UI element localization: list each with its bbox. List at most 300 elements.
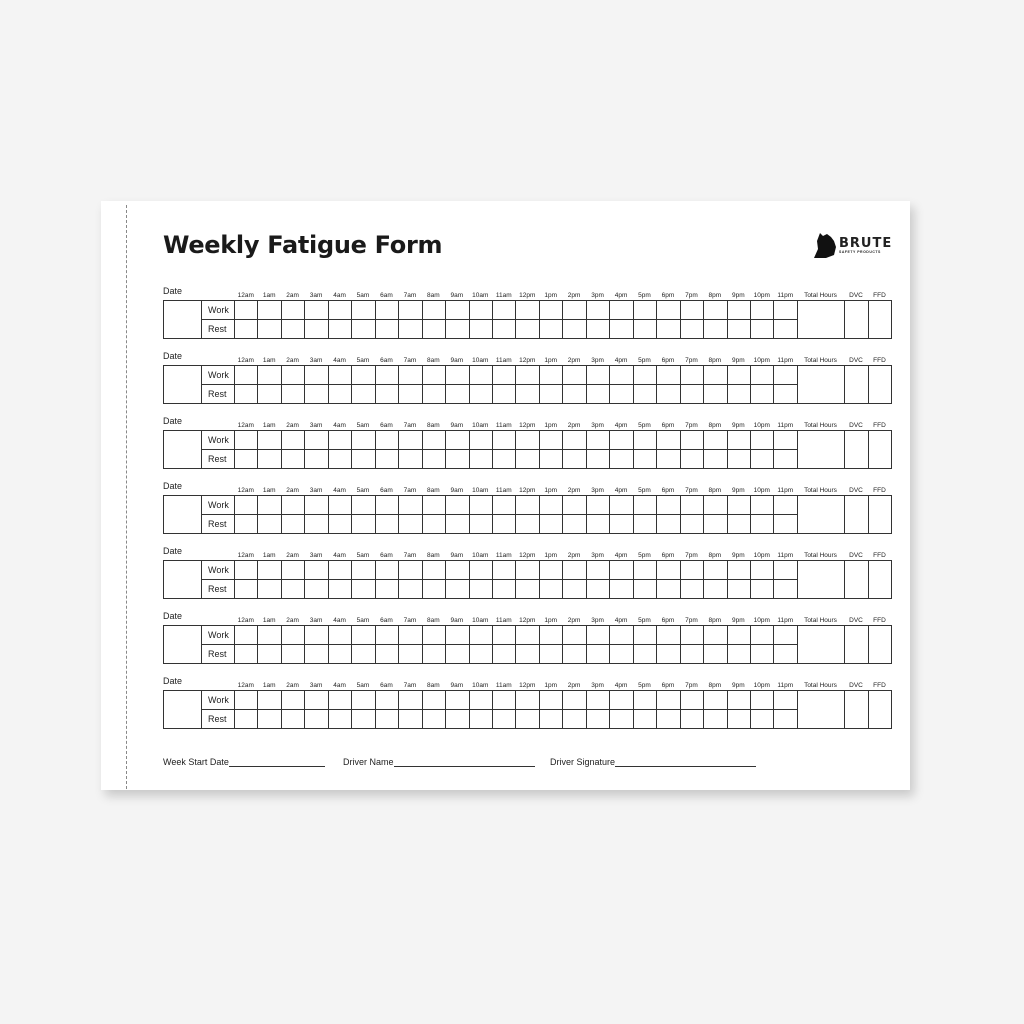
hour-cell[interactable] — [657, 320, 680, 339]
dvc-cell[interactable] — [844, 561, 868, 599]
hour-cell[interactable] — [281, 645, 304, 664]
hour-cell[interactable] — [774, 645, 797, 664]
hour-cell[interactable] — [399, 320, 422, 339]
hour-cell[interactable] — [657, 450, 680, 469]
hour-cell[interactable] — [492, 561, 515, 580]
total-hours-cell[interactable] — [797, 366, 844, 404]
hour-cell[interactable] — [539, 301, 562, 320]
hour-cell[interactable] — [704, 691, 727, 710]
hour-cell[interactable] — [422, 580, 445, 599]
hour-cell[interactable] — [610, 496, 633, 515]
hour-cell[interactable] — [774, 580, 797, 599]
hour-cell[interactable] — [305, 710, 328, 729]
hour-cell[interactable] — [469, 320, 492, 339]
hour-cell[interactable] — [399, 301, 422, 320]
hour-cell[interactable] — [680, 691, 703, 710]
hour-cell[interactable] — [704, 431, 727, 450]
hour-cell[interactable] — [539, 710, 562, 729]
hour-cell[interactable] — [750, 301, 773, 320]
hour-cell[interactable] — [328, 366, 351, 385]
hour-cell[interactable] — [680, 710, 703, 729]
hour-cell[interactable] — [305, 366, 328, 385]
hour-cell[interactable] — [446, 320, 469, 339]
hour-cell[interactable] — [610, 366, 633, 385]
hour-cell[interactable] — [446, 691, 469, 710]
hour-cell[interactable] — [516, 366, 539, 385]
hour-cell[interactable] — [610, 515, 633, 534]
hour-cell[interactable] — [469, 710, 492, 729]
hour-cell[interactable] — [516, 561, 539, 580]
hour-cell[interactable] — [305, 561, 328, 580]
hour-cell[interactable] — [586, 431, 609, 450]
hour-cell[interactable] — [422, 561, 445, 580]
hour-cell[interactable] — [586, 710, 609, 729]
hour-cell[interactable] — [328, 561, 351, 580]
hour-cell[interactable] — [563, 645, 586, 664]
hour-cell[interactable] — [539, 320, 562, 339]
hour-cell[interactable] — [235, 366, 258, 385]
hour-cell[interactable] — [281, 580, 304, 599]
hour-cell[interactable] — [469, 626, 492, 645]
hour-cell[interactable] — [235, 710, 258, 729]
hour-cell[interactable] — [680, 385, 703, 404]
hour-cell[interactable] — [657, 431, 680, 450]
hour-cell[interactable] — [469, 385, 492, 404]
hour-cell[interactable] — [516, 515, 539, 534]
dvc-cell[interactable] — [844, 626, 868, 664]
hour-cell[interactable] — [563, 431, 586, 450]
hour-cell[interactable] — [281, 431, 304, 450]
hour-cell[interactable] — [375, 645, 398, 664]
hour-cell[interactable] — [375, 450, 398, 469]
hour-cell[interactable] — [281, 320, 304, 339]
hour-cell[interactable] — [516, 301, 539, 320]
hour-cell[interactable] — [586, 366, 609, 385]
hour-cell[interactable] — [750, 385, 773, 404]
hour-cell[interactable] — [774, 710, 797, 729]
hour-cell[interactable] — [469, 580, 492, 599]
hour-cell[interactable] — [610, 626, 633, 645]
ffd-cell[interactable] — [868, 496, 891, 534]
ffd-cell[interactable] — [868, 431, 891, 469]
hour-cell[interactable] — [516, 691, 539, 710]
hour-cell[interactable] — [399, 431, 422, 450]
hour-cell[interactable] — [633, 385, 656, 404]
hour-cell[interactable] — [469, 301, 492, 320]
hour-cell[interactable] — [352, 450, 375, 469]
hour-cell[interactable] — [633, 431, 656, 450]
hour-cell[interactable] — [328, 691, 351, 710]
hour-cell[interactable] — [539, 431, 562, 450]
hour-cell[interactable] — [258, 580, 281, 599]
hour-cell[interactable] — [446, 561, 469, 580]
hour-cell[interactable] — [469, 561, 492, 580]
hour-cell[interactable] — [750, 580, 773, 599]
hour-cell[interactable] — [539, 645, 562, 664]
hour-cell[interactable] — [727, 691, 750, 710]
hour-cell[interactable] — [258, 691, 281, 710]
hour-cell[interactable] — [258, 320, 281, 339]
hour-cell[interactable] — [563, 301, 586, 320]
hour-cell[interactable] — [750, 496, 773, 515]
hour-cell[interactable] — [281, 496, 304, 515]
dvc-cell[interactable] — [844, 366, 868, 404]
hour-cell[interactable] — [516, 496, 539, 515]
hour-cell[interactable] — [305, 691, 328, 710]
hour-cell[interactable] — [281, 366, 304, 385]
hour-cell[interactable] — [516, 626, 539, 645]
hour-cell[interactable] — [328, 320, 351, 339]
hour-cell[interactable] — [539, 496, 562, 515]
hour-cell[interactable] — [352, 691, 375, 710]
hour-cell[interactable] — [633, 691, 656, 710]
hour-cell[interactable] — [633, 626, 656, 645]
hour-cell[interactable] — [328, 496, 351, 515]
hour-cell[interactable] — [563, 496, 586, 515]
hour-cell[interactable] — [657, 626, 680, 645]
hour-cell[interactable] — [704, 561, 727, 580]
hour-cell[interactable] — [774, 320, 797, 339]
hour-cell[interactable] — [680, 561, 703, 580]
hour-cell[interactable] — [492, 580, 515, 599]
hour-cell[interactable] — [446, 645, 469, 664]
hour-cell[interactable] — [469, 431, 492, 450]
hour-cell[interactable] — [305, 385, 328, 404]
hour-cell[interactable] — [235, 431, 258, 450]
hour-cell[interactable] — [586, 645, 609, 664]
hour-cell[interactable] — [563, 580, 586, 599]
hour-cell[interactable] — [235, 301, 258, 320]
week-start-field[interactable] — [163, 757, 325, 767]
hour-cell[interactable] — [375, 431, 398, 450]
hour-cell[interactable] — [633, 645, 656, 664]
hour-cell[interactable] — [352, 561, 375, 580]
hour-cell[interactable] — [539, 366, 562, 385]
hour-cell[interactable] — [657, 561, 680, 580]
hour-cell[interactable] — [469, 691, 492, 710]
hour-cell[interactable] — [633, 710, 656, 729]
hour-cell[interactable] — [281, 515, 304, 534]
hour-cell[interactable] — [235, 496, 258, 515]
hour-cell[interactable] — [704, 301, 727, 320]
hour-cell[interactable] — [750, 450, 773, 469]
hour-cell[interactable] — [727, 366, 750, 385]
hour-cell[interactable] — [727, 320, 750, 339]
hour-cell[interactable] — [657, 580, 680, 599]
hour-cell[interactable] — [704, 385, 727, 404]
hour-cell[interactable] — [281, 710, 304, 729]
hour-cell[interactable] — [539, 626, 562, 645]
hour-cell[interactable] — [539, 561, 562, 580]
total-hours-cell[interactable] — [797, 691, 844, 729]
hour-cell[interactable] — [727, 496, 750, 515]
hour-cell[interactable] — [258, 431, 281, 450]
hour-cell[interactable] — [352, 626, 375, 645]
dvc-cell[interactable] — [844, 691, 868, 729]
hour-cell[interactable] — [610, 301, 633, 320]
hour-cell[interactable] — [492, 515, 515, 534]
hour-cell[interactable] — [258, 561, 281, 580]
hour-cell[interactable] — [422, 691, 445, 710]
hour-cell[interactable] — [235, 626, 258, 645]
hour-cell[interactable] — [680, 431, 703, 450]
hour-cell[interactable] — [375, 561, 398, 580]
hour-cell[interactable] — [328, 645, 351, 664]
hour-cell[interactable] — [352, 301, 375, 320]
total-hours-cell[interactable] — [797, 496, 844, 534]
hour-cell[interactable] — [492, 320, 515, 339]
hour-cell[interactable] — [516, 450, 539, 469]
hour-cell[interactable] — [750, 431, 773, 450]
hour-cell[interactable] — [610, 691, 633, 710]
hour-cell[interactable] — [258, 301, 281, 320]
hour-cell[interactable] — [422, 366, 445, 385]
hour-cell[interactable] — [258, 626, 281, 645]
date-cell[interactable] — [164, 301, 202, 339]
hour-cell[interactable] — [492, 431, 515, 450]
date-cell[interactable] — [164, 496, 202, 534]
hour-cell[interactable] — [352, 515, 375, 534]
hour-cell[interactable] — [680, 450, 703, 469]
hour-cell[interactable] — [586, 515, 609, 534]
hour-cell[interactable] — [399, 580, 422, 599]
hour-cell[interactable] — [328, 450, 351, 469]
hour-cell[interactable] — [422, 385, 445, 404]
hour-cell[interactable] — [446, 710, 469, 729]
hour-cell[interactable] — [375, 385, 398, 404]
hour-cell[interactable] — [305, 301, 328, 320]
hour-cell[interactable] — [563, 561, 586, 580]
hour-cell[interactable] — [352, 645, 375, 664]
hour-cell[interactable] — [657, 385, 680, 404]
hour-cell[interactable] — [446, 431, 469, 450]
hour-cell[interactable] — [774, 385, 797, 404]
hour-cell[interactable] — [774, 496, 797, 515]
hour-cell[interactable] — [680, 366, 703, 385]
hour-cell[interactable] — [375, 580, 398, 599]
hour-cell[interactable] — [563, 366, 586, 385]
hour-cell[interactable] — [352, 496, 375, 515]
hour-cell[interactable] — [516, 385, 539, 404]
hour-cell[interactable] — [235, 320, 258, 339]
hour-cell[interactable] — [704, 580, 727, 599]
hour-cell[interactable] — [563, 515, 586, 534]
hour-cell[interactable] — [586, 385, 609, 404]
hour-cell[interactable] — [258, 710, 281, 729]
hour-cell[interactable] — [774, 626, 797, 645]
hour-cell[interactable] — [235, 580, 258, 599]
hour-cell[interactable] — [657, 710, 680, 729]
hour-cell[interactable] — [422, 515, 445, 534]
hour-cell[interactable] — [469, 515, 492, 534]
hour-cell[interactable] — [633, 561, 656, 580]
hour-cell[interactable] — [586, 626, 609, 645]
hour-cell[interactable] — [657, 496, 680, 515]
hour-cell[interactable] — [539, 450, 562, 469]
date-cell[interactable] — [164, 431, 202, 469]
hour-cell[interactable] — [704, 320, 727, 339]
hour-cell[interactable] — [235, 691, 258, 710]
hour-cell[interactable] — [727, 626, 750, 645]
hour-cell[interactable] — [774, 691, 797, 710]
hour-cell[interactable] — [399, 385, 422, 404]
hour-cell[interactable] — [657, 645, 680, 664]
hour-cell[interactable] — [235, 450, 258, 469]
hour-cell[interactable] — [422, 301, 445, 320]
hour-cell[interactable] — [492, 496, 515, 515]
hour-cell[interactable] — [516, 645, 539, 664]
hour-cell[interactable] — [258, 385, 281, 404]
hour-cell[interactable] — [446, 496, 469, 515]
hour-cell[interactable] — [352, 431, 375, 450]
hour-cell[interactable] — [563, 626, 586, 645]
hour-cell[interactable] — [774, 450, 797, 469]
hour-cell[interactable] — [352, 580, 375, 599]
hour-cell[interactable] — [539, 515, 562, 534]
date-cell[interactable] — [164, 366, 202, 404]
date-cell[interactable] — [164, 626, 202, 664]
hour-cell[interactable] — [516, 320, 539, 339]
hour-cell[interactable] — [469, 366, 492, 385]
date-cell[interactable] — [164, 691, 202, 729]
hour-cell[interactable] — [704, 496, 727, 515]
hour-cell[interactable] — [492, 710, 515, 729]
hour-cell[interactable] — [328, 515, 351, 534]
hour-cell[interactable] — [258, 366, 281, 385]
hour-cell[interactable] — [281, 385, 304, 404]
hour-cell[interactable] — [750, 320, 773, 339]
hour-cell[interactable] — [446, 366, 469, 385]
hour-cell[interactable] — [586, 496, 609, 515]
total-hours-cell[interactable] — [797, 561, 844, 599]
hour-cell[interactable] — [774, 301, 797, 320]
ffd-cell[interactable] — [868, 691, 891, 729]
hour-cell[interactable] — [399, 366, 422, 385]
hour-cell[interactable] — [704, 515, 727, 534]
hour-cell[interactable] — [633, 320, 656, 339]
hour-cell[interactable] — [539, 691, 562, 710]
hour-cell[interactable] — [305, 450, 328, 469]
hour-cell[interactable] — [750, 515, 773, 534]
hour-cell[interactable] — [586, 450, 609, 469]
hour-cell[interactable] — [446, 515, 469, 534]
hour-cell[interactable] — [586, 691, 609, 710]
hour-cell[interactable] — [375, 366, 398, 385]
hour-cell[interactable] — [305, 645, 328, 664]
ffd-cell[interactable] — [868, 301, 891, 339]
hour-cell[interactable] — [235, 645, 258, 664]
hour-cell[interactable] — [750, 626, 773, 645]
ffd-cell[interactable] — [868, 366, 891, 404]
hour-cell[interactable] — [305, 580, 328, 599]
hour-cell[interactable] — [492, 450, 515, 469]
hour-cell[interactable] — [422, 450, 445, 469]
hour-cell[interactable] — [610, 431, 633, 450]
hour-cell[interactable] — [586, 580, 609, 599]
hour-cell[interactable] — [750, 366, 773, 385]
hour-cell[interactable] — [375, 710, 398, 729]
hour-cell[interactable] — [235, 515, 258, 534]
hour-cell[interactable] — [328, 301, 351, 320]
hour-cell[interactable] — [492, 626, 515, 645]
hour-cell[interactable] — [422, 320, 445, 339]
hour-cell[interactable] — [422, 645, 445, 664]
hour-cell[interactable] — [727, 710, 750, 729]
hour-cell[interactable] — [281, 691, 304, 710]
hour-cell[interactable] — [375, 320, 398, 339]
hour-cell[interactable] — [492, 385, 515, 404]
hour-cell[interactable] — [704, 366, 727, 385]
hour-cell[interactable] — [633, 366, 656, 385]
hour-cell[interactable] — [704, 450, 727, 469]
hour-cell[interactable] — [657, 515, 680, 534]
hour-cell[interactable] — [633, 580, 656, 599]
hour-cell[interactable] — [774, 515, 797, 534]
hour-cell[interactable] — [610, 580, 633, 599]
total-hours-cell[interactable] — [797, 431, 844, 469]
hour-cell[interactable] — [680, 626, 703, 645]
hour-cell[interactable] — [352, 320, 375, 339]
hour-cell[interactable] — [586, 301, 609, 320]
dvc-cell[interactable] — [844, 496, 868, 534]
hour-cell[interactable] — [399, 645, 422, 664]
hour-cell[interactable] — [446, 580, 469, 599]
hour-cell[interactable] — [258, 450, 281, 469]
hour-cell[interactable] — [446, 385, 469, 404]
hour-cell[interactable] — [727, 645, 750, 664]
hour-cell[interactable] — [258, 645, 281, 664]
hour-cell[interactable] — [469, 450, 492, 469]
hour-cell[interactable] — [305, 626, 328, 645]
total-hours-cell[interactable] — [797, 301, 844, 339]
hour-cell[interactable] — [516, 710, 539, 729]
hour-cell[interactable] — [610, 450, 633, 469]
hour-cell[interactable] — [774, 561, 797, 580]
hour-cell[interactable] — [586, 561, 609, 580]
hour-cell[interactable] — [516, 580, 539, 599]
hour-cell[interactable] — [750, 691, 773, 710]
hour-cell[interactable] — [422, 431, 445, 450]
hour-cell[interactable] — [399, 515, 422, 534]
hour-cell[interactable] — [469, 496, 492, 515]
hour-cell[interactable] — [727, 385, 750, 404]
hour-cell[interactable] — [328, 385, 351, 404]
date-cell[interactable] — [164, 561, 202, 599]
hour-cell[interactable] — [399, 691, 422, 710]
hour-cell[interactable] — [563, 385, 586, 404]
hour-cell[interactable] — [281, 626, 304, 645]
hour-cell[interactable] — [704, 710, 727, 729]
hour-cell[interactable] — [469, 645, 492, 664]
driver-name-field[interactable] — [343, 757, 535, 767]
hour-cell[interactable] — [375, 515, 398, 534]
hour-cell[interactable] — [680, 320, 703, 339]
hour-cell[interactable] — [680, 301, 703, 320]
hour-cell[interactable] — [539, 580, 562, 599]
hour-cell[interactable] — [704, 626, 727, 645]
hour-cell[interactable] — [399, 496, 422, 515]
hour-cell[interactable] — [680, 515, 703, 534]
hour-cell[interactable] — [774, 366, 797, 385]
hour-cell[interactable] — [633, 496, 656, 515]
hour-cell[interactable] — [305, 431, 328, 450]
hour-cell[interactable] — [610, 320, 633, 339]
hour-cell[interactable] — [610, 561, 633, 580]
hour-cell[interactable] — [305, 515, 328, 534]
ffd-cell[interactable] — [868, 626, 891, 664]
hour-cell[interactable] — [375, 626, 398, 645]
hour-cell[interactable] — [563, 450, 586, 469]
